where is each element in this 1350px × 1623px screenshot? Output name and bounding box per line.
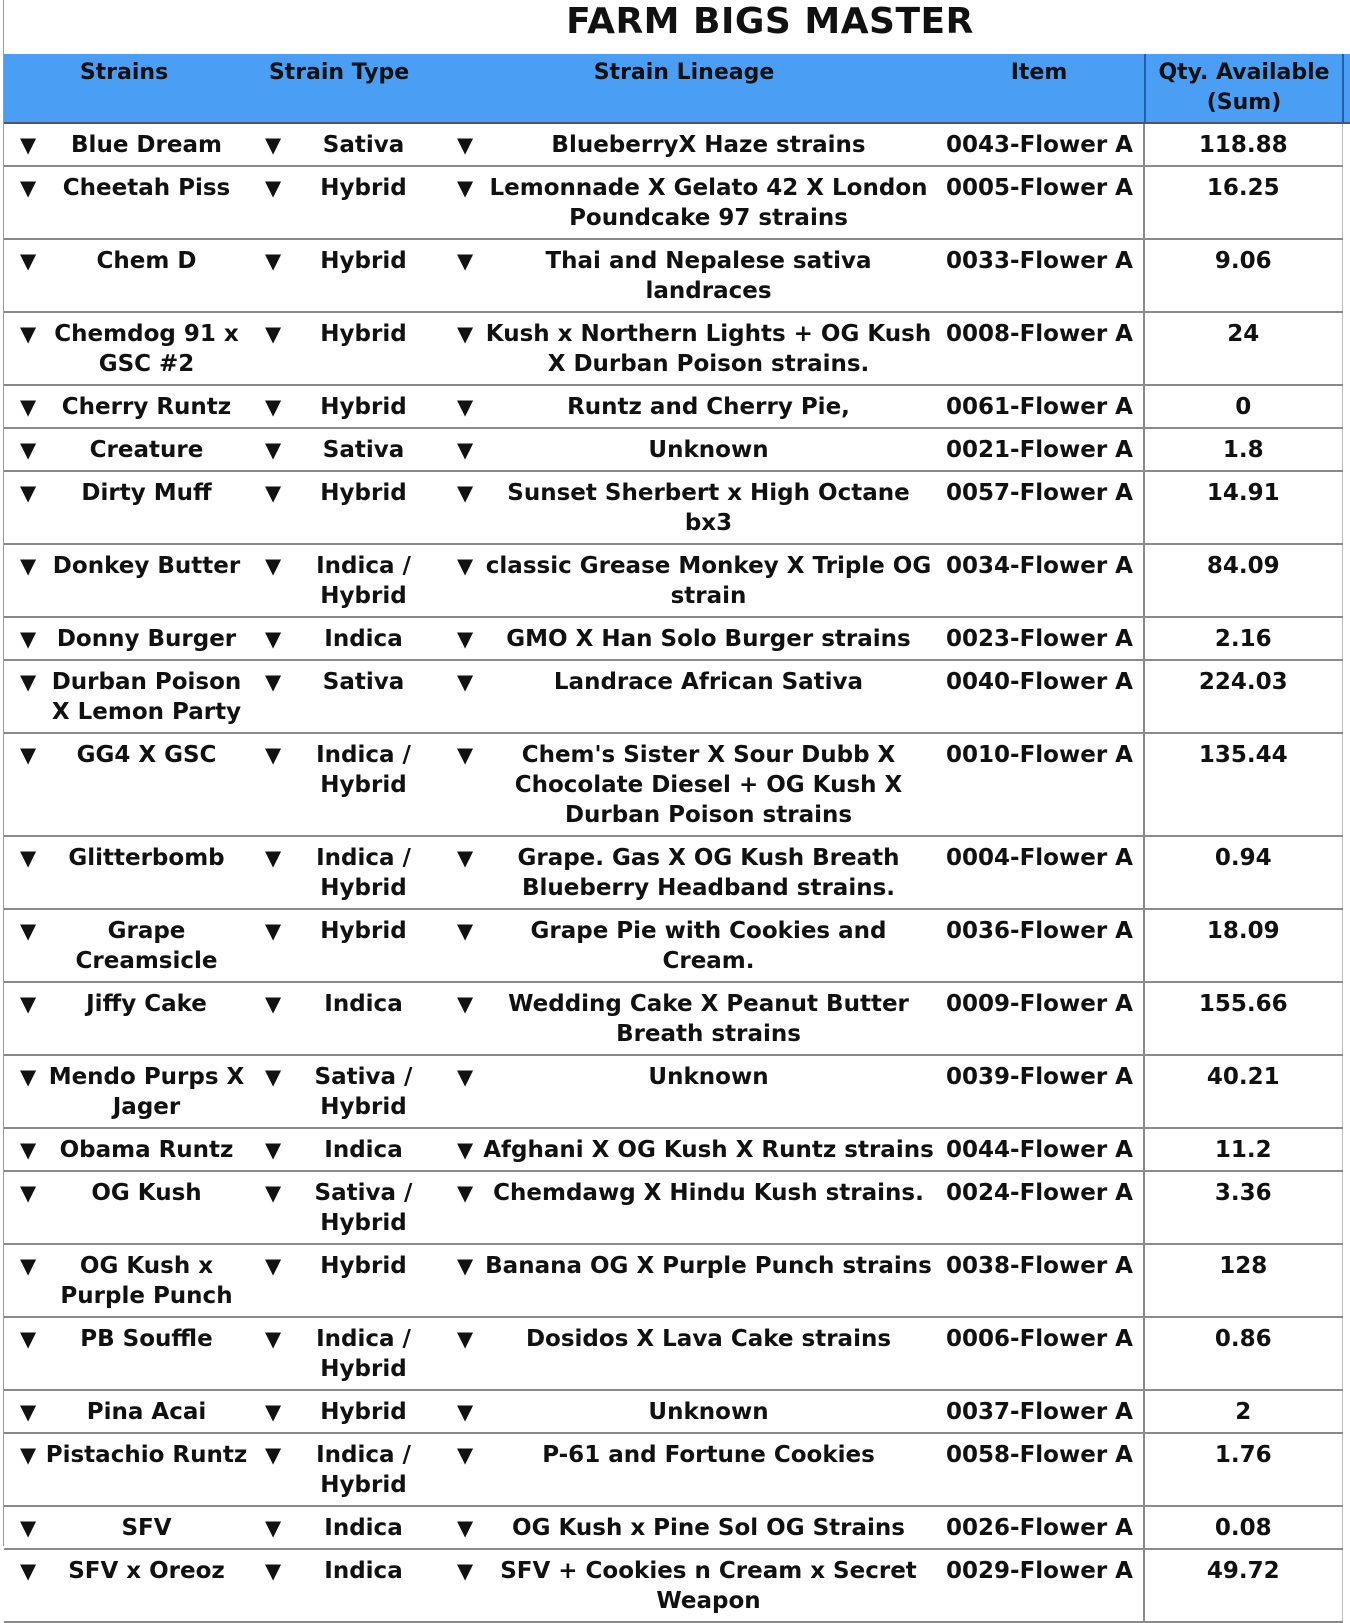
- strain-cell: Dirty Muff: [44, 471, 249, 544]
- strain-cell: PB Souffle: [44, 1317, 249, 1390]
- item-cell: 0008-Flower A: [936, 312, 1144, 385]
- strain-type-cell: Indica: [286, 1506, 441, 1549]
- qty-cell: 84.09: [1144, 544, 1342, 617]
- dropdown-arrow-icon[interactable]: ▼: [249, 312, 286, 385]
- strain-lineage-cell: Wedding Cake X Peanut Butter Breath strains: [481, 982, 936, 1055]
- table-row: [4, 1549, 1342, 1622]
- table-row: [4, 836, 1342, 909]
- strain-cell: Durban Poison X Lemon Party: [44, 660, 249, 733]
- dropdown-arrow-icon[interactable]: ▼: [249, 1171, 286, 1244]
- item-cell: 0044-Flower A: [936, 1128, 1144, 1171]
- item-cell: 0033-Flower A: [936, 239, 1144, 312]
- strain-lineage-cell: Chemdawg X Hindu Kush strains.: [481, 1171, 936, 1244]
- strain-lineage-cell: Afghani X OG Kush X Runtz strains: [481, 1128, 936, 1171]
- item-cell: 0026-Flower A: [936, 1506, 1144, 1549]
- strain-lineage-cell: Thai and Nepalese sativa landraces: [481, 239, 936, 312]
- dropdown-arrow-icon[interactable]: ▼: [4, 836, 44, 909]
- table-row: [4, 660, 1342, 733]
- strain-cell: Donkey Butter: [44, 544, 249, 617]
- strain-cell: Chem D: [44, 239, 249, 312]
- dropdown-arrow-icon[interactable]: ▼: [441, 1549, 481, 1622]
- strain-lineage-cell: Kush x Northern Lights + OG Kush X Durban Poison strains.: [481, 312, 936, 385]
- strain-cell: Chemdog 91 x GSC #2: [44, 312, 249, 385]
- qty-cell: 24: [1144, 312, 1342, 385]
- strain-lineage-cell: GMO X Han Solo Burger strains: [481, 617, 936, 660]
- strain-type-cell: Hybrid: [286, 166, 441, 239]
- strain-lineage-cell: OG Kush x Pine Sol OG Strains: [481, 1506, 936, 1549]
- strain-cell: Jiffy Cake: [44, 982, 249, 1055]
- dropdown-arrow-icon[interactable]: ▼: [4, 909, 44, 982]
- strain-cell: Grape Creamsicle: [44, 909, 249, 982]
- dropdown-arrow-icon[interactable]: ▼: [4, 385, 44, 428]
- strain-lineage-cell: Unknown: [481, 1390, 936, 1433]
- strain-cell: Glitterbomb: [44, 836, 249, 909]
- strain-type-cell: Sativa: [286, 660, 441, 733]
- strain-type-cell: Indica / Hybrid: [286, 544, 441, 617]
- dropdown-arrow-icon[interactable]: ▼: [441, 1171, 481, 1244]
- dropdown-arrow-icon[interactable]: ▼: [441, 1390, 481, 1433]
- table-row: [4, 1244, 1342, 1317]
- header-strain-type[interactable]: Strain Type: [268, 60, 410, 85]
- item-cell: 0023-Flower A: [936, 617, 1144, 660]
- dropdown-arrow-icon[interactable]: ▼: [441, 1317, 481, 1390]
- strain-cell: Blue Dream: [44, 124, 249, 166]
- dropdown-arrow-icon[interactable]: ▼: [441, 385, 481, 428]
- dropdown-arrow-icon[interactable]: ▼: [4, 544, 44, 617]
- qty-cell: 0.08: [1144, 1506, 1342, 1549]
- qty-cell: 40.21: [1144, 1055, 1342, 1128]
- strain-type-cell: Hybrid: [286, 1244, 441, 1317]
- dropdown-arrow-icon[interactable]: ▼: [249, 471, 286, 544]
- dropdown-arrow-icon[interactable]: ▼: [249, 1244, 286, 1317]
- dropdown-arrow-icon[interactable]: ▼: [249, 733, 286, 836]
- strain-cell: Mendo Purps X Jager: [44, 1055, 249, 1128]
- strain-type-cell: Hybrid: [286, 385, 441, 428]
- table-row: [4, 617, 1342, 660]
- qty-cell: 0.94: [1144, 836, 1342, 909]
- item-cell: 0024-Flower A: [936, 1171, 1144, 1244]
- strain-cell: Obama Runtz: [44, 1128, 249, 1171]
- qty-cell: 224.03: [1144, 660, 1342, 733]
- strain-lineage-cell: Runtz and Cherry Pie,: [481, 385, 936, 428]
- table-row: [4, 544, 1342, 617]
- table-row: [4, 1390, 1342, 1433]
- item-cell: 0005-Flower A: [936, 166, 1144, 239]
- strain-type-cell: Indica: [286, 617, 441, 660]
- strain-lineage-cell: Unknown: [481, 428, 936, 471]
- item-cell: 0036-Flower A: [936, 909, 1144, 982]
- dropdown-arrow-icon[interactable]: ▼: [249, 660, 286, 733]
- strain-type-cell: Hybrid: [286, 312, 441, 385]
- qty-cell: 155.66: [1144, 982, 1342, 1055]
- strain-type-cell: Indica / Hybrid: [286, 836, 441, 909]
- strain-table: [4, 124, 1343, 1623]
- header-item[interactable]: Item: [1010, 60, 1068, 85]
- dropdown-arrow-icon[interactable]: ▼: [441, 428, 481, 471]
- dropdown-arrow-icon[interactable]: ▼: [4, 1390, 44, 1433]
- dropdown-arrow-icon[interactable]: ▼: [441, 124, 481, 166]
- strain-type-cell: Sativa: [286, 124, 441, 166]
- dropdown-arrow-icon[interactable]: ▼: [4, 660, 44, 733]
- dropdown-arrow-icon[interactable]: ▼: [249, 428, 286, 471]
- item-cell: 0040-Flower A: [936, 660, 1144, 733]
- strain-lineage-cell: Landrace African Sativa: [481, 660, 936, 733]
- qty-cell: 11.2: [1144, 1128, 1342, 1171]
- strain-cell: Pina Acai: [44, 1390, 249, 1433]
- table-body: [4, 124, 1342, 1622]
- dropdown-arrow-icon[interactable]: ▼: [249, 617, 286, 660]
- header-strains[interactable]: Strains: [79, 60, 169, 85]
- dropdown-arrow-icon[interactable]: ▼: [441, 544, 481, 617]
- table-row: [4, 1433, 1342, 1506]
- strain-type-cell: Sativa / Hybrid: [286, 1055, 441, 1128]
- qty-cell: 2.16: [1144, 617, 1342, 660]
- dropdown-arrow-icon[interactable]: ▼: [441, 1433, 481, 1506]
- strain-lineage-cell: classic Grease Monkey X Triple OG strain: [481, 544, 936, 617]
- dropdown-arrow-icon[interactable]: ▼: [441, 1055, 481, 1128]
- item-cell: 0009-Flower A: [936, 982, 1144, 1055]
- dropdown-arrow-icon[interactable]: ▼: [4, 124, 44, 166]
- strain-lineage-cell: P-61 and Fortune Cookies: [481, 1433, 936, 1506]
- dropdown-arrow-icon[interactable]: ▼: [249, 1128, 286, 1171]
- item-cell: 0061-Flower A: [936, 385, 1144, 428]
- dropdown-arrow-icon[interactable]: ▼: [4, 733, 44, 836]
- dropdown-arrow-icon[interactable]: ▼: [4, 1506, 44, 1549]
- dropdown-arrow-icon[interactable]: ▼: [249, 1317, 286, 1390]
- strain-cell: Creature: [44, 428, 249, 471]
- strain-type-cell: Indica: [286, 1549, 441, 1622]
- table-row: [4, 982, 1342, 1055]
- dropdown-arrow-icon[interactable]: ▼: [249, 982, 286, 1055]
- qty-cell: 9.06: [1144, 239, 1342, 312]
- strain-lineage-cell: Sunset Sherbert x High Octane bx3: [481, 471, 936, 544]
- strain-cell: Cheetah Piss: [44, 166, 249, 239]
- dropdown-arrow-icon[interactable]: ▼: [4, 617, 44, 660]
- dropdown-arrow-icon[interactable]: ▼: [441, 617, 481, 660]
- dropdown-arrow-icon[interactable]: ▼: [441, 471, 481, 544]
- strain-type-cell: Sativa: [286, 428, 441, 471]
- table-row: [4, 1055, 1342, 1128]
- strain-type-cell: Hybrid: [286, 909, 441, 982]
- strain-lineage-cell: Chem's Sister X Sour Dubb X Chocolate Diesel + OG Kush X Durban Poison strains: [481, 733, 936, 836]
- dropdown-arrow-icon[interactable]: ▼: [441, 660, 481, 733]
- strain-cell: SFV x Oreoz: [44, 1549, 249, 1622]
- dropdown-arrow-icon[interactable]: ▼: [249, 166, 286, 239]
- dropdown-arrow-icon[interactable]: ▼: [441, 836, 481, 909]
- dropdown-arrow-icon[interactable]: ▼: [4, 1317, 44, 1390]
- strain-cell: Pistachio Runtz: [44, 1433, 249, 1506]
- qty-cell: 128: [1144, 1244, 1342, 1317]
- dropdown-arrow-icon[interactable]: ▼: [4, 1433, 44, 1506]
- qty-cell: 49.72: [1144, 1549, 1342, 1622]
- table-row: [4, 385, 1342, 428]
- strain-type-cell: Indica: [286, 982, 441, 1055]
- strain-lineage-cell: BlueberryX Haze strains: [481, 124, 936, 166]
- strain-type-cell: Hybrid: [286, 1390, 441, 1433]
- qty-cell: 1.76: [1144, 1433, 1342, 1506]
- qty-cell: 0: [1144, 385, 1342, 428]
- item-cell: 0039-Flower A: [936, 1055, 1144, 1128]
- dropdown-arrow-icon[interactable]: ▼: [441, 909, 481, 982]
- strain-cell: Cherry Runtz: [44, 385, 249, 428]
- strain-cell: Donny Burger: [44, 617, 249, 660]
- dropdown-arrow-icon[interactable]: ▼: [441, 166, 481, 239]
- item-cell: 0006-Flower A: [936, 1317, 1144, 1390]
- dropdown-arrow-icon[interactable]: ▼: [4, 312, 44, 385]
- item-cell: 0021-Flower A: [936, 428, 1144, 471]
- strain-type-cell: Indica / Hybrid: [286, 733, 441, 836]
- dropdown-arrow-icon[interactable]: ▼: [441, 312, 481, 385]
- strain-lineage-cell: SFV + Cookies n Cream x Secret Weapon: [481, 1549, 936, 1622]
- qty-cell: 0.86: [1144, 1317, 1342, 1390]
- strain-lineage-cell: Grape. Gas X OG Kush Breath Blueberry Headband strains.: [481, 836, 936, 909]
- strain-lineage-cell: Grape Pie with Cookies and Cream.: [481, 909, 936, 982]
- strain-type-cell: Indica / Hybrid: [286, 1433, 441, 1506]
- table-row: [4, 1506, 1342, 1549]
- table-row: [4, 1171, 1342, 1244]
- dropdown-arrow-icon[interactable]: ▼: [249, 1549, 286, 1622]
- strain-lineage-cell: Dosidos X Lava Cake strains: [481, 1317, 936, 1390]
- sheet-title: FARM BIGS MASTER: [566, 1, 974, 42]
- dropdown-arrow-icon[interactable]: ▼: [441, 239, 481, 312]
- table-row: [4, 1317, 1342, 1390]
- header-divider: [1342, 54, 1344, 124]
- dropdown-arrow-icon[interactable]: ▼: [249, 1055, 286, 1128]
- dropdown-arrow-icon[interactable]: ▼: [441, 1244, 481, 1317]
- table-row: [4, 239, 1342, 312]
- qty-cell: 118.88: [1144, 124, 1342, 166]
- item-cell: 0010-Flower A: [936, 733, 1144, 836]
- header-row: [4, 54, 1350, 124]
- item-cell: 0043-Flower A: [936, 124, 1144, 166]
- qty-cell: 16.25: [1144, 166, 1342, 239]
- strain-cell: OG Kush: [44, 1171, 249, 1244]
- table-row: [4, 733, 1342, 836]
- dropdown-arrow-icon[interactable]: ▼: [4, 1055, 44, 1128]
- dropdown-arrow-icon[interactable]: ▼: [249, 385, 286, 428]
- item-cell: 0034-Flower A: [936, 544, 1144, 617]
- dropdown-arrow-icon[interactable]: ▼: [249, 239, 286, 312]
- qty-cell: 14.91: [1144, 471, 1342, 544]
- table-row: [4, 909, 1342, 982]
- table-row: [4, 312, 1342, 385]
- item-cell: 0004-Flower A: [936, 836, 1144, 909]
- item-cell: 0058-Flower A: [936, 1433, 1144, 1506]
- dropdown-arrow-icon[interactable]: ▼: [249, 836, 286, 909]
- dropdown-arrow-icon[interactable]: ▼: [4, 166, 44, 239]
- dropdown-arrow-icon[interactable]: ▼: [4, 982, 44, 1055]
- dropdown-arrow-icon[interactable]: ▼: [4, 1171, 44, 1244]
- table-row: [4, 1128, 1342, 1171]
- strain-type-cell: Indica: [286, 1128, 441, 1171]
- qty-cell: 1.8: [1144, 428, 1342, 471]
- header-strain-lineage[interactable]: Strain Lineage: [593, 60, 775, 85]
- table-row: [4, 166, 1342, 239]
- dropdown-arrow-icon[interactable]: ▼: [4, 428, 44, 471]
- header-qty-available[interactable]: Qty. Available (Sum): [1158, 60, 1330, 115]
- dropdown-arrow-icon[interactable]: ▼: [249, 909, 286, 982]
- dropdown-arrow-icon[interactable]: ▼: [441, 1128, 481, 1171]
- item-cell: 0029-Flower A: [936, 1549, 1144, 1622]
- dropdown-arrow-icon[interactable]: ▼: [4, 1244, 44, 1317]
- table-row: [4, 124, 1342, 166]
- dropdown-arrow-icon[interactable]: ▼: [249, 1433, 286, 1506]
- dropdown-arrow-icon[interactable]: ▼: [249, 124, 286, 166]
- strain-lineage-cell: Unknown: [481, 1055, 936, 1128]
- dropdown-arrow-icon[interactable]: ▼: [441, 733, 481, 836]
- dropdown-arrow-icon[interactable]: ▼: [249, 544, 286, 617]
- qty-cell: 2: [1144, 1390, 1342, 1433]
- strain-cell: SFV: [44, 1506, 249, 1549]
- item-cell: 0037-Flower A: [936, 1390, 1144, 1433]
- dropdown-arrow-icon[interactable]: ▼: [4, 1549, 44, 1622]
- table-row: [4, 428, 1342, 471]
- strain-type-cell: Hybrid: [286, 471, 441, 544]
- dropdown-arrow-icon[interactable]: ▼: [4, 239, 44, 312]
- strain-cell: OG Kush x Purple Punch: [44, 1244, 249, 1317]
- dropdown-arrow-icon[interactable]: ▼: [441, 1506, 481, 1549]
- qty-cell: 135.44: [1144, 733, 1342, 836]
- dropdown-arrow-icon[interactable]: ▼: [4, 471, 44, 544]
- table-row: [4, 471, 1342, 544]
- dropdown-arrow-icon[interactable]: ▼: [249, 1390, 286, 1433]
- qty-cell: 3.36: [1144, 1171, 1342, 1244]
- item-cell: 0057-Flower A: [936, 471, 1144, 544]
- qty-cell: 18.09: [1144, 909, 1342, 982]
- dropdown-arrow-icon[interactable]: ▼: [249, 1506, 286, 1549]
- dropdown-arrow-icon[interactable]: ▼: [441, 982, 481, 1055]
- strain-cell: GG4 X GSC: [44, 733, 249, 836]
- strain-type-cell: Indica / Hybrid: [286, 1317, 441, 1390]
- strain-type-cell: Hybrid: [286, 239, 441, 312]
- dropdown-arrow-icon[interactable]: ▼: [4, 1128, 44, 1171]
- strain-lineage-cell: Lemonnade X Gelato 42 X London Poundcake 97 strains: [481, 166, 936, 239]
- item-cell: 0038-Flower A: [936, 1244, 1144, 1317]
- strain-type-cell: Sativa / Hybrid: [286, 1171, 441, 1244]
- strain-lineage-cell: Banana OG X Purple Punch strains: [481, 1244, 936, 1317]
